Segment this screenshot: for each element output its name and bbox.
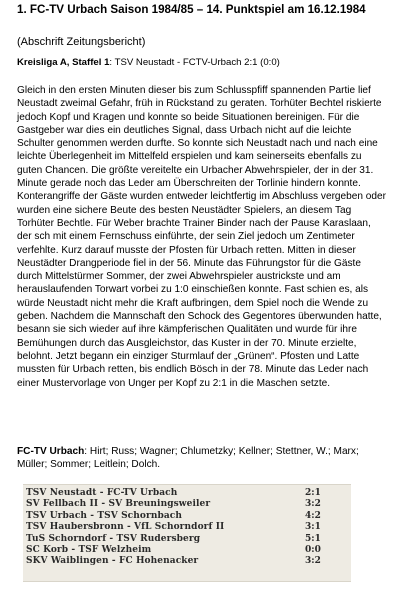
- report-text: Gleich in den ersten Minuten dieser bis zum Schlusspfiff spannenden Partie lief Neustadt zweimal Gefahr, früh in Rückstand zu geraten. Torhüter Bechtel riskierte jedoch Kopf und Kragen und konnte so beide Situationen bereinigen. Für die Gastgeber war dies ein deutliches Signal, dass Urbach nicht auf die leichte Schulter genommen werden durfte. So konnte sich Neustadt nach und nach eine leichte Überlegenheit im Mittelfeld erspielen und kam seinerseits ebenfalls zu guten Chancen. Die größte vereitelte ein Urbacher Abwehrspieler, der in der 31. Minute gerade noch das Leder am Überschreiten der Torlinie hindern konnte. Konterangriffe der Gäste wurden entweder leichtfertig im Abschluss vergeben oder wurden eine sichere Beute des besten Neustädter Spielers, an diesem Tag Torhüter Bechtle. Für Weber brachte Trainer Binder nach der Pause Karaslaan, der sch mit einem Fernschuss einführte, der sein Ziel jedoch um Zentimeter verfehlte. Kurz darauf musste der Pfosten für Urbach retten. Mitten in dieser Neustädter Drangperiode fiel in der 56. Minute das Führungstor für die Gäste durch Mittelstürmer Sommer, der zwei Abwehrspieler austrickste und am herauslaufenden Torwart vorbei zu 1:0 einschießen konnte. Fast schien es, als würde Neustadt nicht mehr die Kraft aufbringen, dem Spiel noch die Wende zu geben. Nachdem die Mannschaft den Schock des Gegentores überwunden hatte, besann sie sich wieder auf ihre kämpferischen Qualitäten und wurde für ihre Bemühungen durch das Ausgleichstor, das Kuster in der 70. Minute erzielte, belohnt. Jetzt begann ein einziger Sturmlauf der „Grünen“. Pfosten und Latte mussten für Urbach retten, bis endlich Bösch in der 78. Minute das Leder nach einer Mustervorlage von Unger per Kopf zu 2:1 in die Maschen setzte.: [17, 85, 387, 389]
- result-score: 3:1: [305, 522, 321, 533]
- result-score: 4:2: [305, 510, 321, 521]
- match-header: [17, 57, 280, 69]
- team-lineup: [17, 445, 387, 472]
- results-clipping: [23, 484, 351, 582]
- result-score: 3:2: [305, 499, 321, 510]
- result-row: [23, 545, 351, 556]
- result-score: 3:2: [305, 556, 321, 567]
- match-separator: :: [109, 57, 115, 68]
- result-score: 0:0: [305, 544, 321, 555]
- results-list: [23, 485, 351, 568]
- result-pairing: TuS Schorndorf - TSV Rudersberg: [26, 533, 201, 544]
- result-row: [23, 534, 351, 545]
- lineup-team: FC-TV Urbach: [17, 446, 85, 457]
- source-note: (Abschrift Zeitungsbericht): [17, 36, 146, 48]
- lineup-separator: :: [84, 446, 90, 457]
- result-pairing: TSV Haubersbronn - VfL Schorndorf II: [26, 522, 225, 533]
- result-pairing: TSV Neustadt - FC-TV Urbach: [26, 488, 178, 498]
- result-score: 5:1: [305, 533, 321, 544]
- lineup-players: Hirt; Russ; Wagner; Chlumetzky; Kellner; Stettner, W.; Marx; Müller; Sommer; Leitlein; Dolch.: [17, 446, 359, 471]
- result-pairing: SC Korb - TSF Welzheim: [26, 544, 152, 555]
- result-row: [23, 511, 351, 522]
- result-pairing: SKV Waiblingen - FC Hohenacker: [26, 556, 199, 567]
- result-row: [23, 522, 351, 533]
- result-row: [23, 556, 351, 567]
- result-pairing: TSV Urbach - TSV Schornbach: [26, 510, 183, 521]
- result-score: 2:1: [305, 488, 321, 498]
- result-pairing: SV Fellbach II - SV Breuningsweiler: [26, 499, 211, 510]
- match-fixture: TSV Neustadt - FCTV-Urbach 2:1 (0:0): [114, 57, 280, 68]
- result-row: [23, 488, 351, 499]
- page-title: 1. FC-TV Urbach Saison 1984/85 – 14. Punktspiel am 16.12.1984: [17, 3, 366, 16]
- result-row: [23, 499, 351, 510]
- league-label: Kreisliga A, Staffel 1: [17, 57, 110, 68]
